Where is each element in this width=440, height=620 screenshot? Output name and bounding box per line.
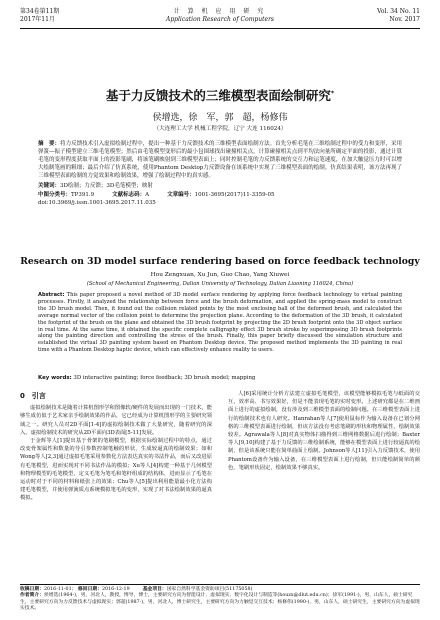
abstract-en <box>38 292 402 354</box>
authors-en: Hou Zengxuan, Xu Jun, Guo Chao, Yang Xiuwei <box>150 272 290 278</box>
title-footnote-mark: * <box>330 89 335 97</box>
keywords-text-en: 3D interactive painting; force feedback; 3D brush model; mapping <box>73 375 256 381</box>
clc-label: 中图分类号： <box>38 192 72 198</box>
received-date: 2016-11-01 <box>44 587 72 592</box>
footnote-dates: 收稿日期：2016-11-01； 修回日期：2016-12-19 基金项目：国家自然科学基金资助项目(51175058) <box>20 587 253 592</box>
affiliation-en: (School of Mechanical Engineering, Dalian University of Technology, Dalian Liaoning 116024, China) <box>86 281 354 287</box>
abstract-label-en: Abstract: <box>38 292 65 298</box>
header-volume-issue: 第34卷第11期 <box>20 8 60 15</box>
article-no-label: 文章编号： <box>167 192 195 198</box>
bio-label: 作者简介： <box>20 593 44 599</box>
abstract-cn <box>38 140 402 207</box>
revised-date: 2016-12-19 <box>102 587 130 592</box>
body-columns <box>20 390 420 580</box>
bio-text: 侯增选(1964-)，男，河北人，教授，博导，博士，主要研究方向为智能设计、虚拟现实、数字化设计与制造等(houzx@dlut.edu.cn)；徐军(1991-)，男，山东人，硕士研究生，主要研究方向为力反馈技术与虚拟现实；郭超(1987-)，男，河北人，博士研究生，主要研究方向为力触觉交互技术；杨修伟(1990-)，男，山东人，硕士研究生，主要研究方向为虚拟现实技术。 <box>20 593 420 612</box>
fund-label: 基金项目： <box>142 587 167 592</box>
footnote-bio <box>20 593 420 612</box>
keywords-text-cn: 3D绘制；力反馈；3D毛笔模型；映射 <box>60 183 153 189</box>
classification-row <box>38 191 402 199</box>
keywords-en <box>38 375 402 381</box>
abstract-text-en: This paper proposed a novel method of 3D model surface rendering by applying force feedback technology to virtual painting processes. Firstly, it analyzed the relationship between force and the brush deformation, and applied the spring-mass model to construct the 3D brush model. Then, it found out the collision related points by the most enclosing ball of the deformed brush, and calculated the average normal vector of the collision point to determine the projection plane. According to the deformation of the 3D brush, it calculated the footprint of the brush on the plane and obtained the 3D brush footprint by projecting the 2D brush footprint onto the 3D object surface in real time. At the same time, it obtained the specific complete calligraphy effect 3D brush stroke by superimposing 3D brush footprints along the painting direction and controlling the stress of the brush. Finally, this paper briefly discussed the simulation structure and established the virtual 3D painting system based on Phantom Desktop device. The proposed method implements the 3D painting in real time with a Phantom Desktop haptic device, which can effectively enhance reality to users. <box>38 292 402 354</box>
abstract-label-cn: 摘 要： <box>38 141 61 147</box>
doc-code-label: 文献标志码： <box>112 192 146 198</box>
body-column-right <box>228 390 420 472</box>
affiliation-cn: （大连理工大学 机械工程学院，辽宁 大连 116024） <box>153 126 287 132</box>
doi-line: doi:10.3969/j.issn.1001-3695.2017.11.035 <box>38 200 156 206</box>
body-paragraph: 于金辉等人[1]提出基于骨架的笔刷模型，根据实际绘制过程中的特点，通过改变骨架属性和数量的导引参数控制笔触的形状，生成较逼真的绘制效果；如和Wong等人[2,3]通过虚拟毛笔采用参数化方法表达真实的书法作品，而后又改进原有毛笔模型，进而实现对不同书法作品的模拟；Xu等人[4]构建一种基于几何模型和物理模型的毛笔模型，定义毛笔为笔毛和笔杆组成的结构体，进而显示了毛笔在运动时对于不同的材料和纸张上的效果；Chu等人[5]提出利用能量最小化方法构建毛笔模型，并使用弹簧质点系统模拟笔毛的变形，实现了对书法绘制效果的逼真模拟。 <box>20 438 212 502</box>
header-volume-en <box>377 8 420 23</box>
body-paragraph: 人[6]采用统计分析方法建立虚拟毛笔模型，该模型能够模拟毛笔与纸面的交互，效率高、书写效果好，但是不能表现毛笔的实时变形。上述研究都是在二维画面上进行的虚拟绘制，没有涉及到三维模型表面的绘制问题。在三维模型表面上进行的绘制技术也有人研究。Hanrahan等人[7]使用鼠标作为输入设备在已划分网格的三维模型表面进行绘制，但该方法没有考虑笔刷的形状和物理属性，绘制效果较差。Agrawala等人[8]对真实物体扫描得到三维网格数据后进行绘制；Baxter等人[9,10]构建了基于力反馈的三维绘制系统，能够在模型表面上进行较逼真的绘制，但是该系统只能在简单曲面上绘制。Johnson等人[11]引入力反馈技术，使用Phantom设备作为输入设备，在三维模型表面上进行绘制，但只能绘制简单的颜色，笔刷形状固定，绘制效果不够真实。 <box>228 391 420 471</box>
keywords-label-en: Key words: <box>38 375 72 381</box>
header-date-cn: 2017年11月 <box>20 15 55 23</box>
header-vol-no: Vol. 34 No. 11 <box>377 8 420 15</box>
keywords-label-cn: 关键词： <box>38 183 61 189</box>
section-heading-intro: 0 引言 <box>20 392 46 400</box>
running-header <box>20 6 420 29</box>
received-label: 收稿日期： <box>20 587 44 592</box>
body-column-left <box>20 390 212 503</box>
title-text: 基于力反馈技术的三维模型表面绘制研究 <box>105 88 331 103</box>
fund-text: 国家自然科学基金资助项目(51175058) <box>166 587 253 592</box>
abstract-text-cn: 将力反馈技术引入虚拟绘制过程中，提出一种基于力反馈技术的三维模型表面绘制方法。首先分析毛笔在三维绘制过程中的受力和变形，采用弹簧—振子模型建立三维毛笔模型；然后由毛笔模型变形后的最小包围球找出碰撞相关点，计算碰撞相关点到平均法向量所确定平面的投影，通过计算毛笔的变形程度获取平面上的投影笔刷，将该笔刷映射到三维模型表面上；同时控制毛笔的力反馈系统的交互力和运笔速度，在加大触觉压力时可以增大绘制笔画的粗细；最后介绍了仿真系统，使用Phantom Desktop力反馈设备在该系统中实现了三维模型表面的绘制。仿真结果表明，该方法再现了三维模型表面绘制的力觉效果和绘制效果，增强了绘制过程中的真实感。 <box>38 141 402 179</box>
body-paragraph: 虚拟绘制技术是随着计算机图形学和图像软/硬件的发展而出现的一门技术，能够生成仿似于艺术家亲手绘制效果的作品，它已经成为计算机图形学的主要研究领域之一。研究人员对2D平面[1-4]的虚拟绘制技术做了大量研究，随着研究的深入，虚拟绘制技术的研究从2D平面向3D表面[5-11]发展。 <box>20 405 212 436</box>
clc-value: TP391.9 <box>71 192 95 198</box>
article-title-cn <box>20 86 420 104</box>
header-journal-name <box>20 8 420 23</box>
header-date-en: Nov. 2017 <box>389 15 420 23</box>
journal-name-en: Application Research of Computers <box>165 15 275 23</box>
authors-cn: 侯增选，徐 军，郭 超，杨修伟 <box>152 113 288 123</box>
revised-label: 修回日期： <box>78 587 102 592</box>
article-no-value: 1001-3695(2017)11-3359-05 <box>194 192 275 198</box>
doc-code-value: A <box>145 192 150 198</box>
keywords-cn <box>38 182 402 190</box>
article-title-en: Research on 3D model surface rendering based on force feedback technology <box>20 256 420 267</box>
footnote <box>20 584 420 613</box>
journal-name-cn: 计 算 机 应 用 研 究 <box>173 8 267 15</box>
